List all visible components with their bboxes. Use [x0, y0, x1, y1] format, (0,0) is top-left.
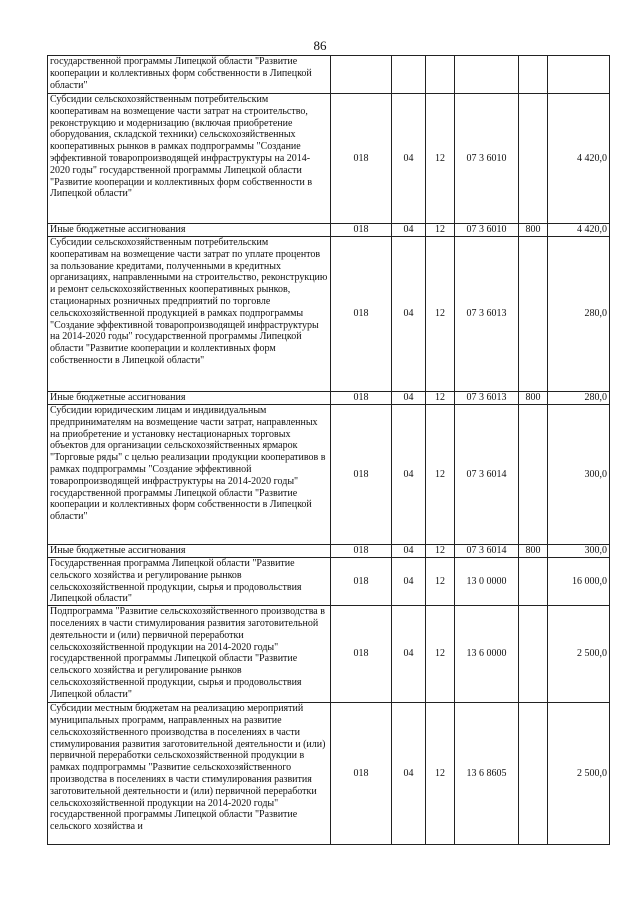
row-section-code: 04: [392, 558, 426, 606]
row-expense-type: 800: [519, 392, 548, 405]
row-section-code: 04: [392, 94, 426, 224]
row-expense-type: 800: [519, 545, 548, 558]
row-amount: 16 000,0: [548, 558, 610, 606]
row-amount: 300,0: [548, 545, 610, 558]
row-section-code: 04: [392, 545, 426, 558]
row-subsection-code: 12: [426, 606, 455, 703]
row-name: Субсидии местным бюджетам на реализацию мероприятий муниципальных программ, направленных на развитие сельскохозяйственного производства в поселениях в части стимулирования развития заготовительной деятельности и (или) первичной переработки сельскохозяйственной продукции в рамках подпрограммы "Развитие сельскохозяйственного производства в поселениях в части стимулирования развития заготовительной деятельности и (или) первичной переработки сельскохозяйственной продукции на 2014-2020 годы" государственной программы Липецкой области "Развитие сельского хозяйства и: [48, 703, 331, 845]
row-target-article: 13 0 0000: [455, 558, 519, 606]
page-number: 86: [313, 38, 327, 53]
row-section-code: 04: [392, 392, 426, 405]
table-row: [48, 237, 610, 392]
row-name: Подпрограмма "Развитие сельскохозяйственного производства в поселениях в части стимулирования развития заготовительной деятельности и (или) первичной переработки сельскохозяйственной продукции на 2014-2020 годы" государственной программы Липецкой области "Развитие сельского хозяйства и регулирование рынков сельскохозяйственной продукции, сырья и продовольствия Липецкой области": [48, 606, 331, 703]
row-expense-type: [519, 703, 548, 845]
row-amount: [548, 56, 610, 94]
row-name: Иные бюджетные ассигнования: [48, 224, 331, 237]
row-section-code: 04: [392, 224, 426, 237]
row-expense-type: [519, 405, 548, 545]
row-amount: 4 420,0: [548, 94, 610, 224]
row-target-article: 07 3 6013: [455, 392, 519, 405]
row-amount: 4 420,0: [548, 224, 610, 237]
row-target-article: 13 6 0000: [455, 606, 519, 703]
row-subsection-code: 12: [426, 545, 455, 558]
row-ved-code: 018: [331, 703, 392, 845]
row-expense-type: [519, 94, 548, 224]
row-subsection-code: [426, 56, 455, 94]
row-name: Государственная программа Липецкой области "Развитие сельского хозяйства и регулирование рынков сельскохозяйственной продукции, сырья и продовольствия Липецкой области": [48, 558, 331, 606]
table-row: [48, 94, 610, 224]
row-subsection-code: 12: [426, 237, 455, 392]
table-row: [48, 558, 610, 606]
table-row: [48, 703, 610, 845]
row-name: государственной программы Липецкой области "Развитие кооперации и коллективных форм собственности в Липецкой области": [48, 56, 331, 94]
row-ved-code: 018: [331, 392, 392, 405]
row-expense-type: 800: [519, 224, 548, 237]
budget-table: [47, 55, 610, 845]
row-amount: 300,0: [548, 405, 610, 545]
row-name: Субсидии сельскохозяйственным потребительским кооперативам на возмещение части затрат на строительство, реконструкцию и модернизацию (включая приобретение оборудования, складской техники) сельскохозяйственных кооперативных рынков в рамках подпрограммы "Создание эффективной товаропроизводящей инфраструктуры на 2014-2020 годы" государственной программы Липецкой области "Развитие кооперации и коллективных форм собственности в Липецкой области": [48, 94, 331, 224]
row-subsection-code: 12: [426, 392, 455, 405]
row-ved-code: 018: [331, 558, 392, 606]
row-name: Иные бюджетные ассигнования: [48, 392, 331, 405]
table-row: [48, 405, 610, 545]
row-amount: 2 500,0: [548, 703, 610, 845]
row-expense-type: [519, 606, 548, 703]
row-target-article: 07 3 6010: [455, 94, 519, 224]
table-row: [48, 392, 610, 405]
row-ved-code: [331, 56, 392, 94]
row-name: Субсидии юридическим лицам и индивидуальным предпринимателям на возмещение части затрат, направленных на приобретение и установку нестационарных торговых объектов для организации сельскохозяйственных ярмарок "Торговые ряды" с целью реализации продукции кооперативов в рамках подпрограммы "Создание эффективной товаропроизводящей инфраструктуры на 2014-2020 годы" государственной программы Липецкой области "Развитие кооперации и коллективных форм собственности в Липецкой области": [48, 405, 331, 545]
row-target-article: 07 3 6010: [455, 224, 519, 237]
row-subsection-code: 12: [426, 703, 455, 845]
row-section-code: 04: [392, 606, 426, 703]
row-subsection-code: 12: [426, 405, 455, 545]
row-target-article: 13 6 8605: [455, 703, 519, 845]
row-ved-code: 018: [331, 224, 392, 237]
row-ved-code: 018: [331, 237, 392, 392]
table-row: [48, 56, 610, 94]
row-expense-type: [519, 237, 548, 392]
row-target-article: 07 3 6014: [455, 545, 519, 558]
row-subsection-code: 12: [426, 94, 455, 224]
row-name: Иные бюджетные ассигнования: [48, 545, 331, 558]
table-row: [48, 606, 610, 703]
row-amount: 280,0: [548, 392, 610, 405]
row-target-article: 07 3 6014: [455, 405, 519, 545]
row-amount: 280,0: [548, 237, 610, 392]
row-name: Субсидии сельскохозяйственным потребительским кооперативам на возмещение части затрат по уплате процентов за пользование кредитами, полученными в кредитных организациях, направленными на строительство, реконструкцию и ремонт сельскохозяйственных кооперативных рынков, стационарных розничных предприятий по торговле сельскохозяйственной продукцией в рамках подпрограммы "Создание эффективной товаропроизводящей инфраструктуры на 2014-2020 годы" государственной программы Липецкой области "Развитие кооперации и коллективных форм собственности в Липецкой области": [48, 237, 331, 392]
row-section-code: 04: [392, 703, 426, 845]
row-expense-type: [519, 56, 548, 94]
row-amount: 2 500,0: [548, 606, 610, 703]
row-ved-code: 018: [331, 545, 392, 558]
row-target-article: 07 3 6013: [455, 237, 519, 392]
row-subsection-code: 12: [426, 558, 455, 606]
row-ved-code: 018: [331, 405, 392, 545]
row-section-code: 04: [392, 237, 426, 392]
row-ved-code: 018: [331, 94, 392, 224]
budget-table-body: [48, 56, 610, 845]
row-target-article: [455, 56, 519, 94]
table-row: [48, 545, 610, 558]
row-expense-type: [519, 558, 548, 606]
row-section-code: 04: [392, 405, 426, 545]
row-subsection-code: 12: [426, 224, 455, 237]
table-row: [48, 224, 610, 237]
row-section-code: [392, 56, 426, 94]
row-ved-code: 018: [331, 606, 392, 703]
